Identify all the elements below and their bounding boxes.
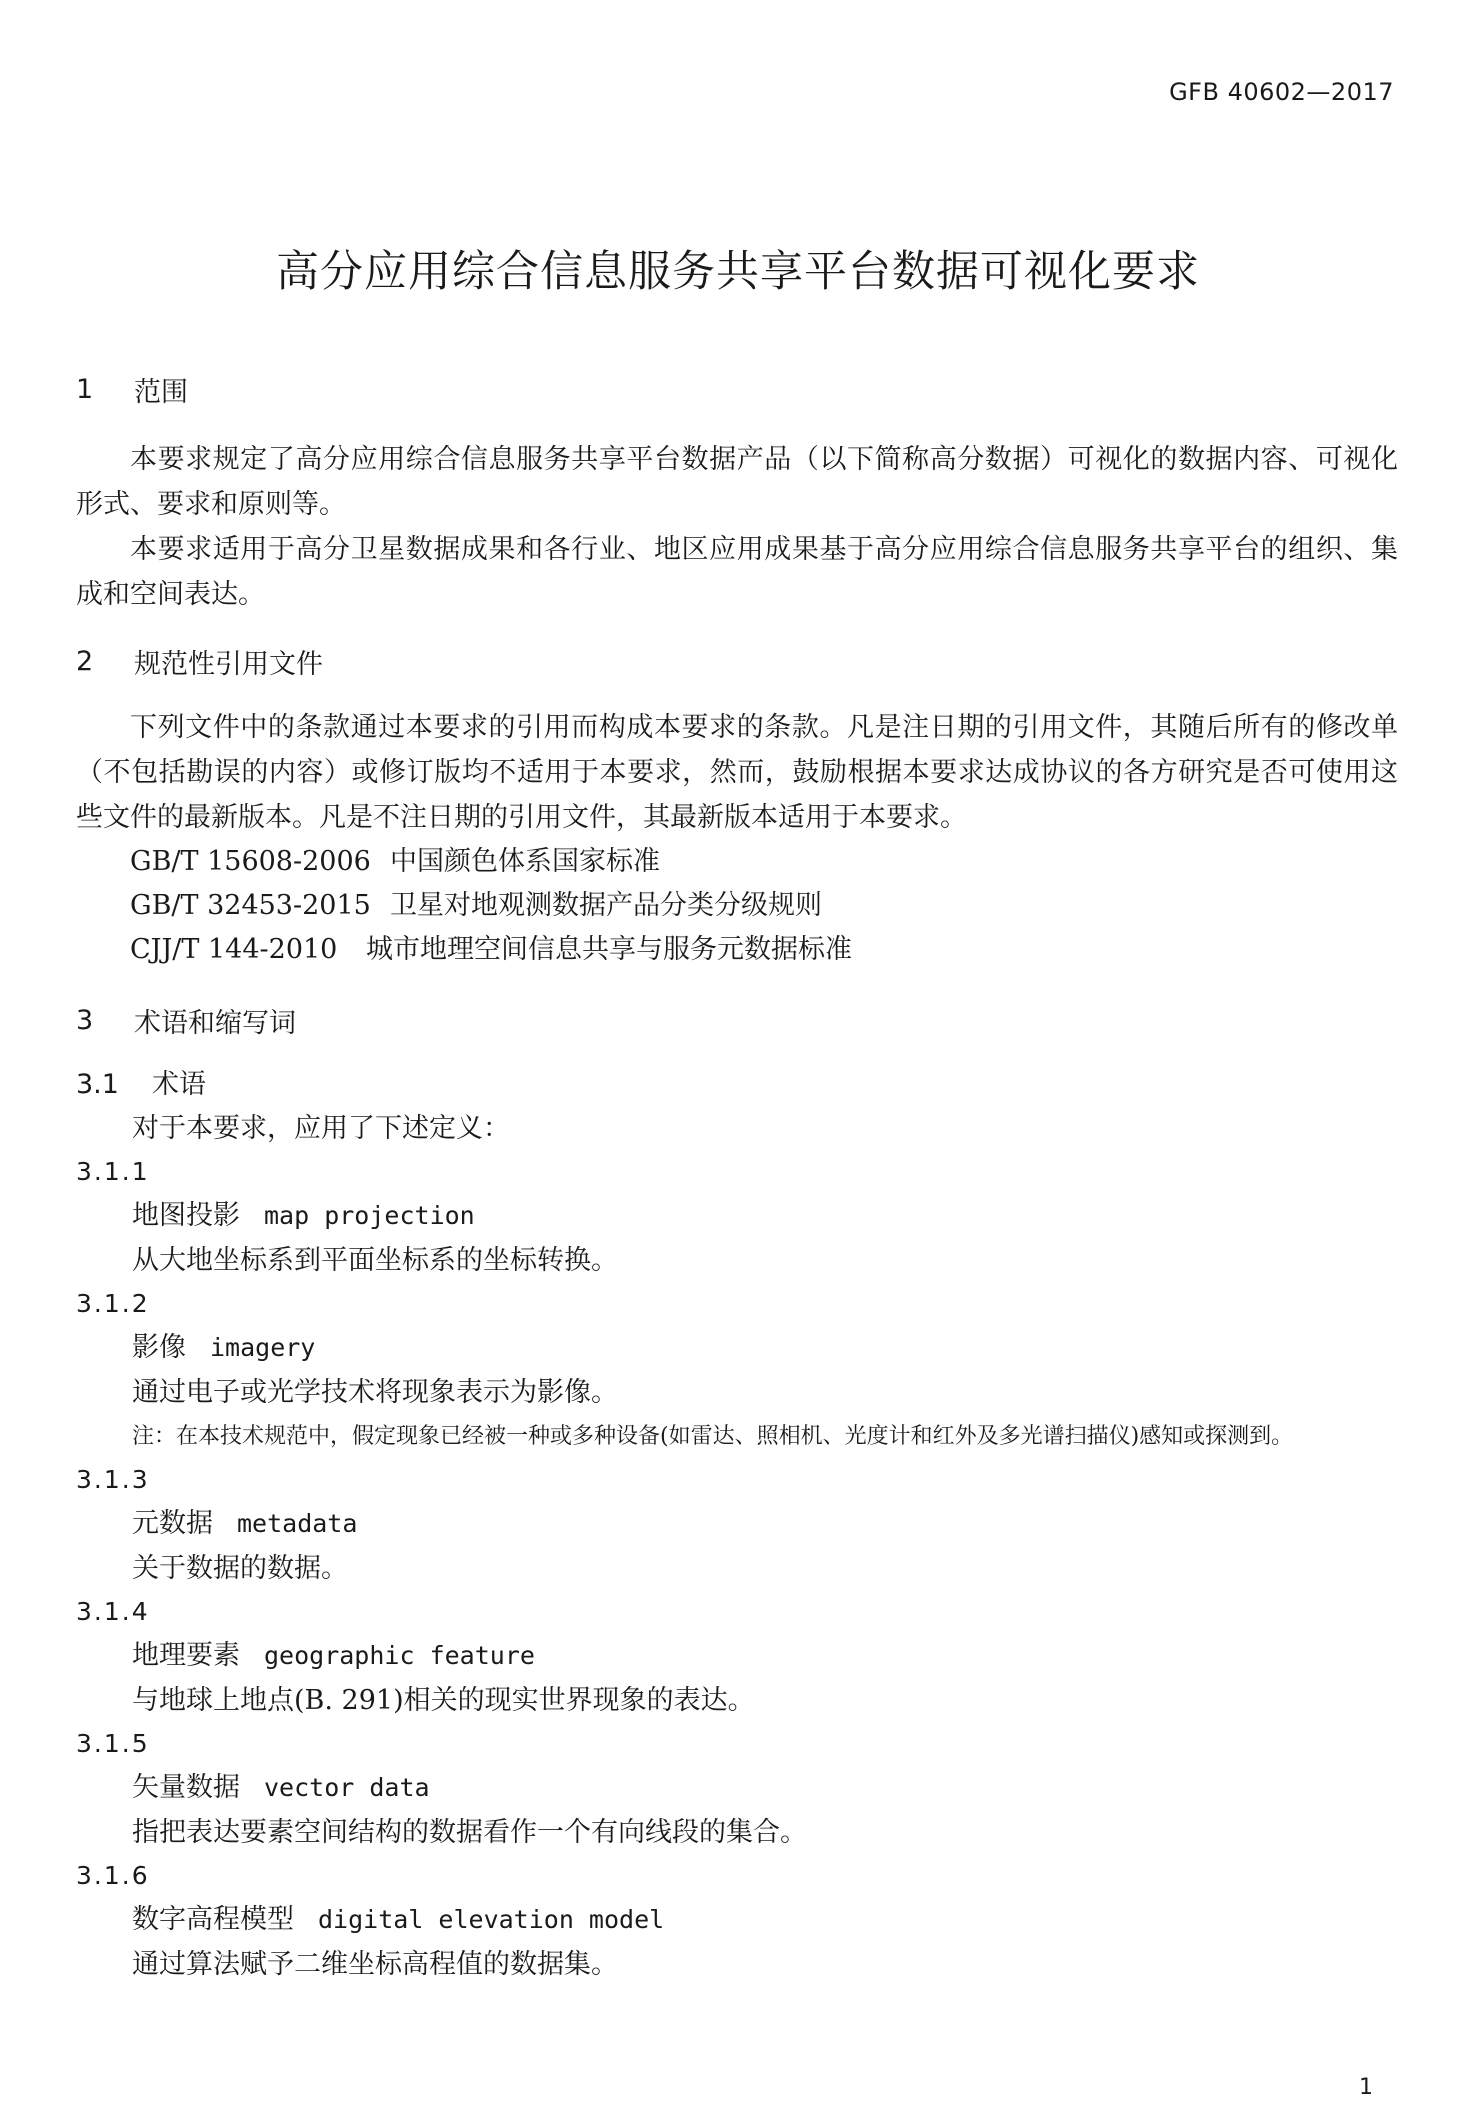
reference-title: 城市地理空间信息共享与服务元数据标准: [366, 934, 852, 965]
section-2-heading: [76, 637, 1398, 685]
subsection-number: 3.1: [76, 1069, 119, 1100]
term-name: [76, 1193, 1398, 1238]
reference-code: GB/T 32453-2015: [130, 890, 371, 921]
term-name: [76, 1765, 1398, 1810]
section-title: 术语和缩写词: [134, 1007, 296, 1039]
paragraph: 本要求规定了高分应用综合信息服务共享平台数据产品（以下简称高分数据）可视化的数据内容、可视化形式、要求和原则等。: [76, 444, 1398, 520]
paragraph: 下列文件中的条款通过本要求的引用而构成本要求的条款。凡是注日期的引用文件，其随后所有的修改单（不包括勘误的内容）或修订版均不适用于本要求，然而，鼓励根据本要求达成协议的各方研究是否可使用这些文件的最新版本。凡是不注日期的引用文件，其最新版本适用于本要求。: [76, 712, 1398, 833]
reference-code: GB/T 15608-2006: [130, 846, 371, 877]
term-definition: 与地球上地点(B. 291)相关的现实世界现象的表达。: [132, 1685, 755, 1716]
subsection-title: 术语: [152, 1069, 206, 1100]
term-name-en: imagery: [210, 1333, 316, 1362]
term-name: [76, 1633, 1398, 1678]
term-name-zh: 影像: [132, 1332, 186, 1363]
term-name-zh: 地图投影: [132, 1200, 240, 1231]
term-name: [76, 1325, 1398, 1370]
reference-title: 中国颜色体系国家标准: [390, 846, 660, 877]
term-name: [76, 1897, 1398, 1942]
term-name-zh: 数字高程模型: [132, 1904, 294, 1935]
term-name-zh: 矢量数据: [132, 1772, 240, 1803]
subsection-3-1-heading: [76, 1064, 1398, 1106]
document-title: 高分应用综合信息服务共享平台数据可视化要求: [276, 247, 1200, 297]
section-title: 范围: [134, 376, 188, 408]
term-number: 3.1.5: [76, 1729, 150, 1758]
term-name-en: metadata: [237, 1509, 358, 1538]
reference-item: [76, 840, 1398, 884]
section-title: 规范性引用文件: [134, 648, 323, 680]
section-number: 2: [76, 645, 94, 677]
subsection-intro: 对于本要求，应用了下述定义：: [132, 1113, 510, 1144]
term-definition: 通过算法赋予二维坐标高程值的数据集。: [132, 1949, 618, 1980]
page-number: 1: [1359, 2075, 1373, 2100]
term-number: 3.1.2: [76, 1289, 150, 1318]
term-number: 3.1.6: [76, 1861, 150, 1890]
reference-title: 卫星对地观测数据产品分类分级规则: [390, 890, 822, 921]
term-definition: 从大地坐标系到平面坐标系的坐标转换。: [132, 1245, 618, 1276]
section-number: 1: [76, 373, 94, 405]
reference-item: [76, 884, 1398, 928]
term-name-en: vector data: [264, 1773, 430, 1802]
term-name-en: geographic feature: [264, 1641, 535, 1670]
standard-code: GFB 40602—2017: [1169, 78, 1394, 106]
term-name-zh: 元数据: [132, 1508, 213, 1539]
term-name-en: digital elevation model: [318, 1905, 665, 1934]
term-definition: 指把表达要素空间结构的数据看作一个有向线段的集合。: [132, 1817, 807, 1848]
term-name: [76, 1501, 1398, 1546]
term-number: 3.1.1: [76, 1157, 150, 1186]
term-name-zh: 地理要素: [132, 1640, 240, 1671]
section-3-heading: [76, 996, 1398, 1044]
term-definition: 通过电子或光学技术将现象表示为影像。: [132, 1377, 618, 1408]
section-number: 3: [76, 1004, 94, 1036]
term-name-en: map projection: [264, 1201, 475, 1230]
reference-code: CJJ/T 144-2010: [130, 934, 338, 965]
paragraph: 本要求适用于高分卫星数据成果和各行业、地区应用成果基于高分应用综合信息服务共享平台的组织、集成和空间表达。: [76, 534, 1398, 610]
term-note: 注：在本技术规范中，假定现象已经被一种或多种设备(如雷达、照相机、光度计和红外及多光谱扫描仪)感知或探测到。: [132, 1424, 1294, 1449]
term-number: 3.1.4: [76, 1597, 150, 1626]
term-number: 3.1.3: [76, 1465, 150, 1494]
term-definition: 关于数据的数据。: [132, 1553, 348, 1584]
reference-item: [76, 928, 1398, 972]
section-1-heading: [76, 365, 1398, 413]
document-body: [76, 365, 1398, 1987]
